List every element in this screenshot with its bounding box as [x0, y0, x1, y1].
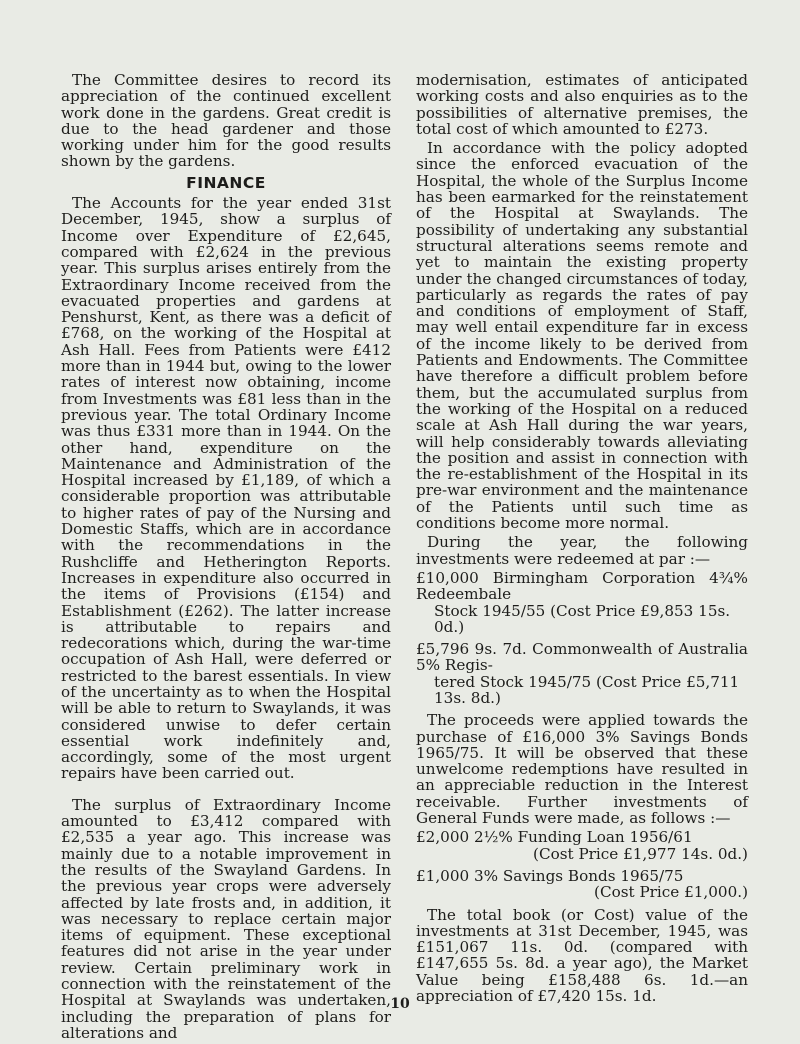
paragraph-extraordinary-surplus: The surplus of Extraordinary Income amounted to £3,412 compared with £2,535 a year ago. This increase was mainly due to a notable improvement in the results of the Swayland Gardens. In the previous year crops were adversely affected by late frosts and, in addition, it was necessary to replace certain major items of equipment. These exceptional features did not arise in the year under review. Certain preliminary work in connection with the reinstatement of the Hospital at Swaylands was undertaken, including the preparation of plans for alterations and — [61, 795, 391, 1042]
investment-line: £10,000 Birmingham Corporation 4¾% Redeembale — [416, 568, 748, 604]
paragraph-accounts: The Accounts for the year ended 31st December, 1945, show a surplus of Income over Expenditure of £2,645, compared with £2,624 in the previous year. This surplus arises entirely from the Extraordinary Income received from the evacuated properties and gardens at Penshurst, Kent, as there was a deficit of £768, on the working of the Hospital at Ash Hall. Fees from Patients were £412 more than in 1944 but, owing to the lower rates of interest now obtaining, income from Investments was £81 less than in the previous year. The total Ordinary Income was thus £331 more than in 1944. On the other hand, expenditure on the Maintenance and Administration of the Hospital increased by £1,189, of which a considerable proportion was attributable to higher rates of pay of the Nursing and Domestic Staffs, which are in accordance with the recommendations in the Rushcliffe and Hetherington Reports. Increases in expenditure also occurred in the items of Provisions (£154) and Establishment (£262). The latter increase is attributable to repairs and redecorations which, during the war-time occupation of Ash Hall, were deferred or restricted to the barest essentials. In view of the uncertainty as to when the Hospital will be able to return to Swaylands, it was considered unwise to defer certain essential work indefinitely and, accordingly, some of the most urgent repairs have been carried out. — [61, 194, 391, 783]
investment-line: (Cost Price £1,977 14s. 0d.) — [533, 844, 748, 863]
left-column — [61, 72, 391, 1044]
paragraph-continued: modernisation, estimates of anticipated working costs and also enquiries as to the possibilities of alternative premises, the total cost of which amounted to £273. — [416, 71, 748, 138]
investment-line: Stock 1945/55 (Cost Price £9,853 15s. 0d.) — [434, 601, 731, 636]
paragraph-policy: In accordance with the policy adopted since the enforced evacuation of the Hospital, the whole of the Surplus Income has been earmarked for the reinstatement of the Hospital at Swaylands. The possibility of undertaking any substantial structural alterations seems remote and yet to maintain the existing property under the changed circumstances of today, particularly as regards the rates of pay and conditions of employment of Staff, may well entail expenditure far in excess of the income likely to be derived from Patients and Endowments. The Committee have therefore a difficult problem before them, but the accumulated surplus from the working of the Hospital on a reduced scale at Ash Hall during the war years, will help considerably towards alleviating the position and assist in connection with the re-establishment of the Hospital in its pre-war environment and the maintenance of the Patients until such time as conditions become more normal. — [416, 139, 748, 533]
page-number: 10 — [390, 996, 410, 1012]
investment-line: (Cost Price £1,000.) — [594, 883, 748, 902]
section-heading-finance: FINANCE — [186, 173, 266, 192]
investment-line: £2,000 2½% Funding Loan 1956/61 — [416, 828, 693, 847]
paragraph-book-value: The total book (or Cost) value of the investments at 31st December, 1945, was £151,067 11s. 0d. (compared with £147,655 5s. 8d. a year ago), the Market Value being £158,488 6s. 1d.—an appreciation of £7,420 15s. 1d. — [416, 905, 748, 1006]
investment-line: £5,796 9s. 7d. Commonwealth of Australia 5% Regis- — [416, 640, 748, 675]
paragraph-proceeds: The proceeds were applied towards the purchase of £16,000 3% Savings Bonds 1965/75. It will be observed that these unwelcome redemptions have resulted in an appreciable reduction in the Interest receivable. Further investments of General Funds were made, as follows :— — [416, 711, 748, 828]
investment-entry — [416, 641, 748, 706]
investment-entry — [416, 570, 748, 635]
paragraph-gardens: The Committee desires to record its appreciation of the continued excellent work done in the gardens. Great credit is due to the head gardener and those working under him for the good results shown by the gardens. — [61, 71, 391, 171]
investment-entry — [416, 868, 748, 901]
investment-line: tered Stock 1945/75 (Cost Price £5,711 13s. 8d.) — [434, 672, 740, 707]
investment-line: £1,000 3% Savings Bonds 1965/75 — [416, 866, 684, 885]
right-column — [416, 72, 748, 1007]
paragraph-redeemed: During the year, the following investments were redeemed at par :— — [416, 533, 748, 568]
investment-entry — [416, 829, 748, 862]
